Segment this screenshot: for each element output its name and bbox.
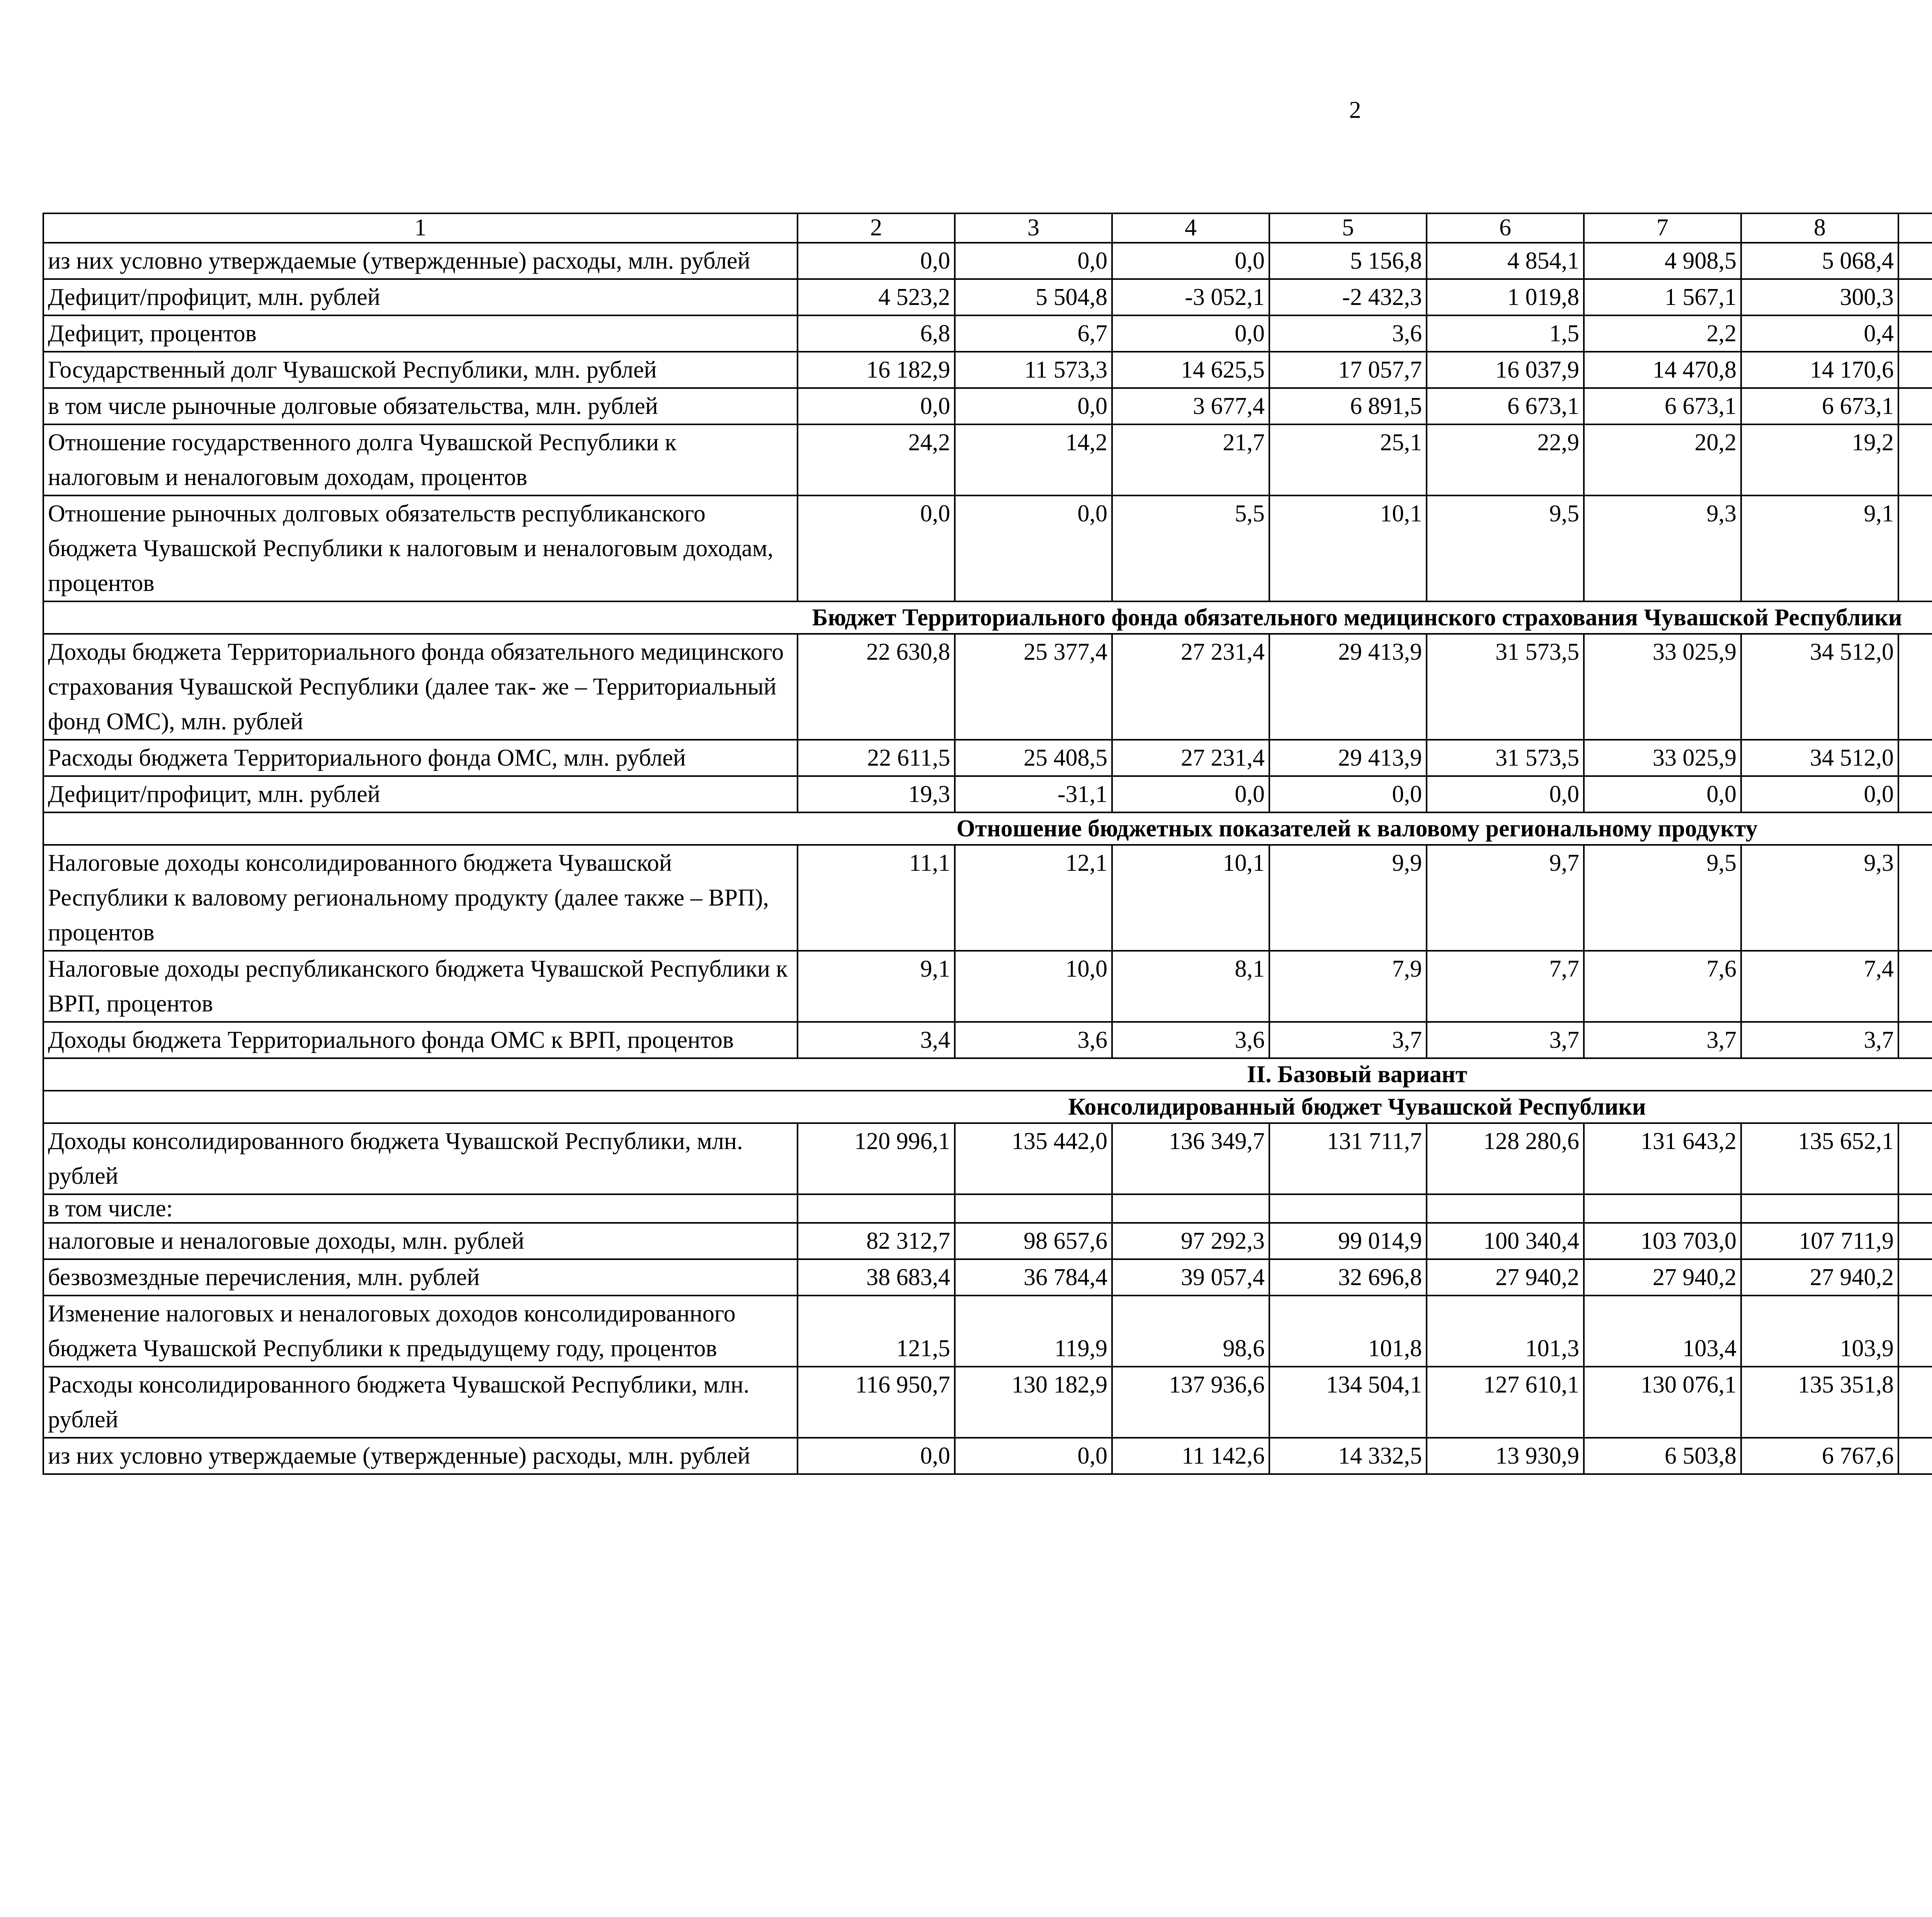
value-cell: 7,9 <box>1269 951 1427 1022</box>
value-cell <box>1112 1194 1269 1223</box>
table-row <box>43 634 1932 740</box>
value-cell <box>1898 388 1932 424</box>
section-title: Консолидированный бюджет Чувашской Республики <box>43 1091 1932 1123</box>
value-cell: 7,4 <box>1741 951 1898 1022</box>
value-cell: 16 037,9 <box>1427 352 1584 388</box>
value-cell: -31,1 <box>955 776 1112 812</box>
value-cell: 6 503,8 <box>1584 1438 1741 1474</box>
value-cell: 22 611,5 <box>798 740 955 776</box>
table-row <box>43 388 1932 424</box>
value-cell: 130 182,9 <box>955 1367 1112 1438</box>
value-cell: 3,6 <box>1112 1022 1269 1058</box>
value-cell: 1 019,8 <box>1427 279 1584 315</box>
value-cell: 20,2 <box>1584 424 1741 495</box>
value-cell: 135 652,1 <box>1741 1123 1898 1194</box>
value-cell: 3,4 <box>798 1022 955 1058</box>
value-cell: 10,1 <box>1112 845 1269 951</box>
value-cell: 0,0 <box>955 243 1112 279</box>
table-row <box>43 315 1932 352</box>
value-cell: 11 142,6 <box>1112 1438 1269 1474</box>
value-cell <box>1898 315 1932 352</box>
column-number-row <box>43 213 1932 243</box>
value-cell: 9,3 <box>1741 845 1898 951</box>
indicator-label: Доходы бюджета Территориального фонда обязательного медицинского страхования Чувашской Республики (далее так- же – Территориальный фонд ОМС), млн. рублей <box>43 634 798 740</box>
column-number-cell: 7 <box>1584 213 1741 243</box>
indicator-label: Дефицит/профицит, млн. рублей <box>43 279 798 315</box>
value-cell <box>1898 1259 1932 1296</box>
value-cell: 33 025,9 <box>1584 740 1741 776</box>
value-cell <box>1898 1022 1932 1058</box>
value-cell: 0,0 <box>1112 315 1269 352</box>
section-title: Бюджет Территориального фонда обязательного медицинского страхования Чувашской Республики <box>43 601 1932 634</box>
value-cell: 21,7 <box>1112 424 1269 495</box>
value-cell <box>1269 1194 1427 1223</box>
value-cell: 0,0 <box>1269 776 1427 812</box>
value-cell: 19,3 <box>798 776 955 812</box>
value-cell: 7,6 <box>1584 951 1741 1022</box>
value-cell <box>955 1194 1112 1223</box>
table-row <box>43 1259 1932 1296</box>
value-cell: 0,0 <box>955 1438 1112 1474</box>
section-header-row <box>43 812 1932 845</box>
value-cell: 22,9 <box>1427 424 1584 495</box>
value-cell: 300,3 <box>1741 279 1898 315</box>
table-row <box>43 1296 1932 1367</box>
indicator-label: Изменение налоговых и неналоговых доходов консолидированного бюджета Чувашской Республики к предыдущему году, процентов <box>43 1296 798 1367</box>
indicator-label: из них условно утверждаемые (утвержденные) расходы, млн. рублей <box>43 1438 798 1474</box>
column-number-cell: 2 <box>798 213 955 243</box>
value-cell: 19,2 <box>1741 424 1898 495</box>
value-cell: 103,9 <box>1741 1296 1898 1367</box>
value-cell: 5 156,8 <box>1269 243 1427 279</box>
indicator-label: из них условно утверждаемые (утвержденные) расходы, млн. рублей <box>43 243 798 279</box>
indicator-label: налоговые и неналоговые доходы, млн. рублей <box>43 1223 798 1259</box>
indicator-label: Отношение государственного долга Чувашской Республики к налоговым и неналоговым доходам, процентов <box>43 424 798 495</box>
value-cell <box>798 1194 955 1223</box>
value-cell: 10,1 <box>1269 495 1427 601</box>
value-cell: 3,7 <box>1427 1022 1584 1058</box>
value-cell: 103 703,0 <box>1584 1223 1741 1259</box>
value-cell: 135 442,0 <box>955 1123 1112 1194</box>
value-cell: 136 349,7 <box>1112 1123 1269 1194</box>
value-cell: 22 630,8 <box>798 634 955 740</box>
value-cell: 4 854,1 <box>1427 243 1584 279</box>
table-row <box>43 1022 1932 1058</box>
column-number-cell: 3 <box>955 213 1112 243</box>
value-cell: 98 657,6 <box>955 1223 1112 1259</box>
value-cell: 0,4 <box>1741 315 1898 352</box>
table-row <box>43 845 1932 951</box>
value-cell: 14,2 <box>955 424 1112 495</box>
value-cell: 120 996,1 <box>798 1123 955 1194</box>
value-cell: 25 408,5 <box>955 740 1112 776</box>
value-cell: 121,5 <box>798 1296 955 1367</box>
value-cell: 10,0 <box>955 951 1112 1022</box>
value-cell: 3,6 <box>955 1022 1112 1058</box>
value-cell: 36 784,4 <box>955 1259 1112 1296</box>
table-row <box>43 1367 1932 1438</box>
column-number-cell: 4 <box>1112 213 1269 243</box>
value-cell: 11,1 <box>798 845 955 951</box>
value-cell <box>1898 740 1932 776</box>
value-cell: 39 057,4 <box>1112 1259 1269 1296</box>
column-number-cell: 8 <box>1741 213 1898 243</box>
value-cell: 3 677,4 <box>1112 388 1269 424</box>
value-cell: 14 470,8 <box>1584 352 1741 388</box>
value-cell: 127 610,1 <box>1427 1367 1584 1438</box>
value-cell <box>1898 1296 1932 1367</box>
value-cell: 3,7 <box>1269 1022 1427 1058</box>
value-cell: 4 908,5 <box>1584 243 1741 279</box>
section-header-row <box>43 601 1932 634</box>
table-row <box>43 776 1932 812</box>
value-cell: 27 940,2 <box>1741 1259 1898 1296</box>
value-cell: 27 940,2 <box>1427 1259 1584 1296</box>
value-cell: -3 052,1 <box>1112 279 1269 315</box>
value-cell: 27 231,4 <box>1112 634 1269 740</box>
section-header-row <box>43 1091 1932 1123</box>
indicator-label: в том числе: <box>43 1194 798 1223</box>
value-cell: 32 696,8 <box>1269 1259 1427 1296</box>
value-cell: 27 231,4 <box>1112 740 1269 776</box>
indicator-label: Расходы консолидированного бюджета Чувашской Республики, млн. рублей <box>43 1367 798 1438</box>
value-cell: 107 711,9 <box>1741 1223 1898 1259</box>
value-cell: 1 567,1 <box>1584 279 1741 315</box>
value-cell <box>1584 1194 1741 1223</box>
value-cell: 25 377,4 <box>955 634 1112 740</box>
indicator-label: Отношение рыночных долговых обязательств республиканского бюджета Чувашской Республики к налоговым и неналоговым доходам, процентов <box>43 495 798 601</box>
table-row <box>43 1223 1932 1259</box>
value-cell: 31 573,5 <box>1427 634 1584 740</box>
value-cell <box>1898 634 1932 740</box>
value-cell: 101,8 <box>1269 1296 1427 1367</box>
value-cell: 134 504,1 <box>1269 1367 1427 1438</box>
value-cell: 0,0 <box>1427 776 1584 812</box>
value-cell: 34 512,0 <box>1741 634 1898 740</box>
indicator-label: Налоговые доходы республиканского бюджета Чувашской Республики к ВРП, процентов <box>43 951 798 1022</box>
value-cell: 103,4 <box>1584 1296 1741 1367</box>
value-cell: 137 936,6 <box>1112 1367 1269 1438</box>
value-cell: 5 068,4 <box>1741 243 1898 279</box>
value-cell: 31 573,5 <box>1427 740 1584 776</box>
value-cell: 34 512,0 <box>1741 740 1898 776</box>
value-cell: 0,0 <box>1112 243 1269 279</box>
table-row <box>43 951 1932 1022</box>
value-cell: 119,9 <box>955 1296 1112 1367</box>
value-cell: 97 292,3 <box>1112 1223 1269 1259</box>
value-cell: 1,5 <box>1427 315 1584 352</box>
indicator-label: Дефицит, процентов <box>43 315 798 352</box>
value-cell: 9,1 <box>798 951 955 1022</box>
value-cell: 16 182,9 <box>798 352 955 388</box>
value-cell: 5,5 <box>1112 495 1269 601</box>
indicator-label: Доходы консолидированного бюджета Чувашской Республики, млн. рублей <box>43 1123 798 1194</box>
indicator-label: безвозмездные перечисления, млн. рублей <box>43 1259 798 1296</box>
value-cell <box>1898 279 1932 315</box>
value-cell: 98,6 <box>1112 1296 1269 1367</box>
value-cell: 0,0 <box>798 388 955 424</box>
value-cell: 14 625,5 <box>1112 352 1269 388</box>
value-cell: 0,0 <box>1741 776 1898 812</box>
column-number-cell: 1 <box>43 213 798 243</box>
section-title: Отношение бюджетных показателей к валовому региональному продукту <box>43 812 1932 845</box>
value-cell <box>1898 776 1932 812</box>
value-cell <box>1898 495 1932 601</box>
value-cell: 3,6 <box>1269 315 1427 352</box>
value-cell: 33 025,9 <box>1584 634 1741 740</box>
value-cell <box>1898 951 1932 1022</box>
value-cell: 38 683,4 <box>798 1259 955 1296</box>
indicator-label: Налоговые доходы консолидированного бюджета Чувашской Республики к валовому региональному продукту (далее также – ВРП), процентов <box>43 845 798 951</box>
value-cell: 0,0 <box>798 243 955 279</box>
table-row <box>43 243 1932 279</box>
value-cell: 100 340,4 <box>1427 1223 1584 1259</box>
table-row <box>43 740 1932 776</box>
value-cell: 0,0 <box>1112 776 1269 812</box>
value-cell: 116 950,7 <box>798 1367 955 1438</box>
value-cell: 8,1 <box>1112 951 1269 1022</box>
value-cell: 12,1 <box>955 845 1112 951</box>
value-cell: 130 076,1 <box>1584 1367 1741 1438</box>
table-row <box>43 352 1932 388</box>
column-number-cell <box>1898 213 1932 243</box>
value-cell: 6 891,5 <box>1269 388 1427 424</box>
value-cell <box>1427 1194 1584 1223</box>
value-cell <box>1898 243 1932 279</box>
table-row <box>43 424 1932 495</box>
value-cell: 9,7 <box>1427 845 1584 951</box>
value-cell <box>1898 424 1932 495</box>
value-cell: 5 504,8 <box>955 279 1112 315</box>
value-cell: 17 057,7 <box>1269 352 1427 388</box>
value-cell <box>1898 845 1932 951</box>
value-cell: 99 014,9 <box>1269 1223 1427 1259</box>
value-cell: -2 432,3 <box>1269 279 1427 315</box>
value-cell: 0,0 <box>955 388 1112 424</box>
table-row <box>43 1438 1932 1474</box>
page-number: 2 <box>1349 97 1361 123</box>
value-cell: 128 280,6 <box>1427 1123 1584 1194</box>
value-cell: 0,0 <box>1584 776 1741 812</box>
table-row <box>43 1123 1932 1194</box>
table-row <box>43 495 1932 601</box>
value-cell: 14 170,6 <box>1741 352 1898 388</box>
value-cell <box>1898 1123 1932 1194</box>
value-cell <box>1898 1367 1932 1438</box>
value-cell: 135 351,8 <box>1741 1367 1898 1438</box>
value-cell: 9,3 <box>1584 495 1741 601</box>
value-cell: 25,1 <box>1269 424 1427 495</box>
column-number-cell: 6 <box>1427 213 1584 243</box>
value-cell: 9,5 <box>1584 845 1741 951</box>
section-header-row <box>43 1058 1932 1091</box>
value-cell: 3,7 <box>1741 1022 1898 1058</box>
value-cell <box>1898 1223 1932 1259</box>
value-cell: 29 413,9 <box>1269 740 1427 776</box>
value-cell: 6,8 <box>798 315 955 352</box>
budget-indicators-table <box>43 213 1932 1475</box>
value-cell: 0,0 <box>798 495 955 601</box>
value-cell <box>1898 1194 1932 1223</box>
table-row <box>43 279 1932 315</box>
indicator-label: Государственный долг Чувашской Республики, млн. рублей <box>43 352 798 388</box>
value-cell <box>1898 352 1932 388</box>
value-cell: 9,9 <box>1269 845 1427 951</box>
table-row <box>43 1194 1932 1223</box>
value-cell: 6 673,1 <box>1427 388 1584 424</box>
value-cell: 3,7 <box>1584 1022 1741 1058</box>
section-title: II. Базовый вариант <box>43 1058 1932 1091</box>
value-cell: 6 673,1 <box>1741 388 1898 424</box>
column-number-cell: 5 <box>1269 213 1427 243</box>
value-cell: 4 523,2 <box>798 279 955 315</box>
value-cell: 0,0 <box>955 495 1112 601</box>
value-cell: 9,5 <box>1427 495 1584 601</box>
value-cell <box>1898 1438 1932 1474</box>
value-cell: 14 332,5 <box>1269 1438 1427 1474</box>
value-cell <box>1741 1194 1898 1223</box>
value-cell: 24,2 <box>798 424 955 495</box>
value-cell: 9,1 <box>1741 495 1898 601</box>
value-cell: 101,3 <box>1427 1296 1584 1367</box>
value-cell: 131 643,2 <box>1584 1123 1741 1194</box>
value-cell: 82 312,7 <box>798 1223 955 1259</box>
value-cell: 6 673,1 <box>1584 388 1741 424</box>
indicator-label: Расходы бюджета Территориального фонда ОМС, млн. рублей <box>43 740 798 776</box>
value-cell: 13 930,9 <box>1427 1438 1584 1474</box>
indicator-label: Доходы бюджета Территориального фонда ОМС к ВРП, процентов <box>43 1022 798 1058</box>
indicator-label: в том числе рыночные долговые обязательства, млн. рублей <box>43 388 798 424</box>
value-cell: 11 573,3 <box>955 352 1112 388</box>
value-cell: 6,7 <box>955 315 1112 352</box>
indicator-label: Дефицит/профицит, млн. рублей <box>43 776 798 812</box>
value-cell: 7,7 <box>1427 951 1584 1022</box>
value-cell: 6 767,6 <box>1741 1438 1898 1474</box>
value-cell: 27 940,2 <box>1584 1259 1741 1296</box>
value-cell: 131 711,7 <box>1269 1123 1427 1194</box>
value-cell: 0,0 <box>798 1438 955 1474</box>
value-cell: 29 413,9 <box>1269 634 1427 740</box>
value-cell: 2,2 <box>1584 315 1741 352</box>
